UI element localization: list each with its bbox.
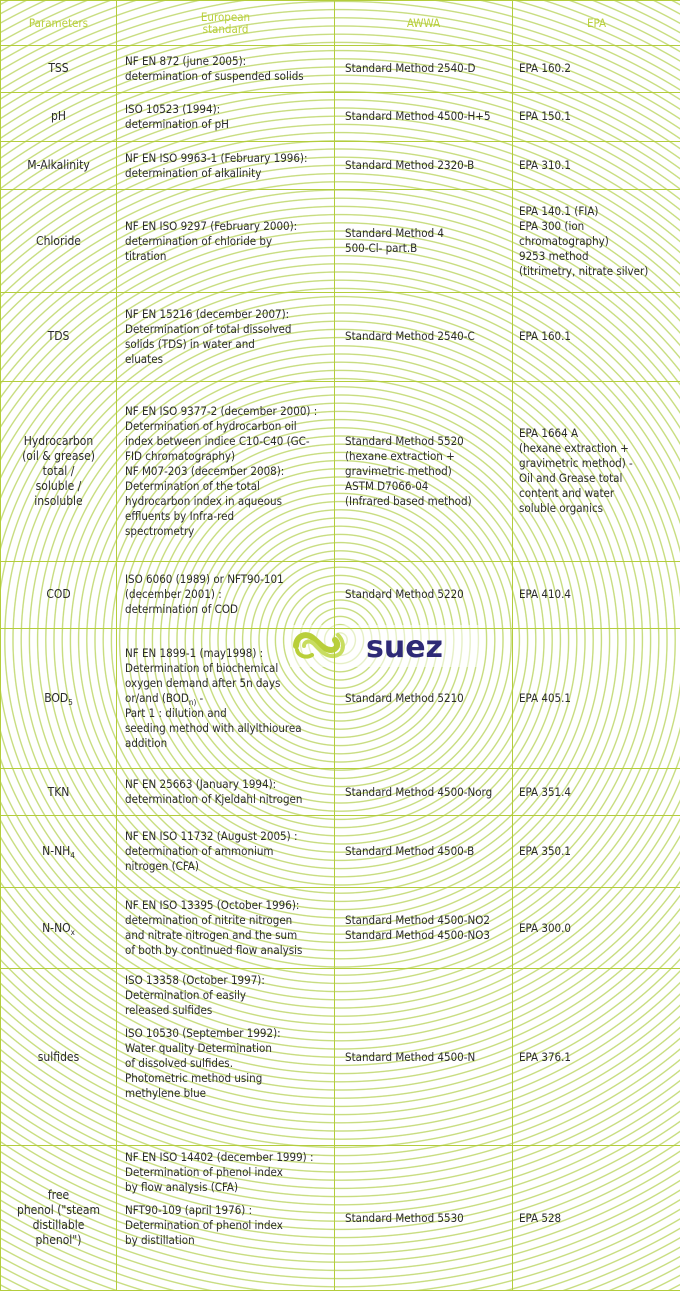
- svg-text:suez: suez: [366, 630, 444, 665]
- cell-line: Determination of easily: [125, 988, 246, 1003]
- cell-line: released sulfides: [125, 1003, 213, 1018]
- cell-line: ISO 10523 (1994):: [125, 101, 221, 116]
- european-standard-cell: [117, 969, 335, 1146]
- european-standard-cell: [117, 1146, 335, 1291]
- cell-line: solids (TDS) in water and: [125, 336, 255, 351]
- table-row: [1, 888, 680, 969]
- cell-line: Standard Method 4: [345, 226, 445, 241]
- cell-line: gravimetric method) -: [519, 456, 633, 471]
- epa-cell: [513, 190, 680, 293]
- cell-line: Water quality Determination: [125, 1041, 272, 1056]
- cell-line: Standard Method 2320-B: [345, 158, 475, 172]
- cell-line: Standard Method 5530: [345, 1210, 464, 1225]
- parameter-cell: [1, 815, 117, 887]
- cell-line: Standard Method 4500-N: [345, 1049, 476, 1064]
- cell-line: NFT90-109 (april 1976) :: [125, 1203, 253, 1218]
- cell-line: EPA 310.1: [519, 158, 572, 172]
- cell-line: COD: [46, 587, 71, 602]
- cell-line: index between indice C10-C40 (GC-: [125, 433, 310, 448]
- epa-cell: [513, 561, 680, 628]
- cell-line: NF EN 1899-1 (may1998) :: [125, 645, 264, 660]
- cell-line: phenol"): [35, 1233, 82, 1248]
- cell-line: of dissolved sulfides.: [125, 1056, 233, 1071]
- cell-line: EPA 160.2: [519, 61, 572, 76]
- parameter-cell: [1, 141, 117, 190]
- cell-line: EPA 528: [519, 1210, 562, 1225]
- table-row: [1, 769, 680, 816]
- cell-line: oxygen demand after 5n days: [125, 675, 281, 690]
- parameter-cell: [1, 190, 117, 293]
- epa-cell: [513, 969, 680, 1146]
- cell-line: of both by continued flow analysis: [125, 943, 303, 958]
- parameter-cell: [1, 769, 117, 816]
- cell-line: effluents by Infra-red: [125, 508, 235, 523]
- parameter-cell: [1, 561, 117, 628]
- awwa-cell: [335, 141, 513, 190]
- cell-line: (titrimetry, nitrate silver): [519, 263, 649, 278]
- cell-line: determination of chloride by: [125, 233, 273, 248]
- cell-line: Part 1 : dilution and: [125, 705, 227, 720]
- european-standard-cell: [117, 293, 335, 381]
- cell-line: (hexane extraction +: [345, 448, 455, 463]
- cell-line: Determination of hydrocarbon oil: [125, 418, 297, 433]
- cell-line: or/and ($BOD_{n)}$ -: [125, 690, 204, 707]
- european-standard-cell: [117, 769, 335, 816]
- awwa-cell: [335, 888, 513, 969]
- table-row: [1, 815, 680, 887]
- cell-line: Standard Method 2540-D: [345, 61, 476, 76]
- european-standard-cell: [117, 46, 335, 93]
- cell-line: chromatography): [519, 233, 609, 248]
- awwa-cell: [335, 46, 513, 93]
- cell-line: content and water: [519, 486, 615, 501]
- cell-line: NF EN ISO 9297 (February 2000):: [125, 218, 298, 233]
- cell-line: determination of COD: [125, 602, 238, 617]
- cell-line: Standard Method 4500-NO2: [345, 913, 490, 928]
- header-epa: EPA: [513, 1, 680, 46]
- cell-line: Determination of phenol index: [125, 1218, 283, 1233]
- table-row: [1, 1146, 680, 1291]
- epa-cell: [513, 46, 680, 93]
- european-standard-cell: [117, 815, 335, 887]
- cell-line: $N-NO_x$: [42, 920, 75, 937]
- table-row: [1, 92, 680, 141]
- cell-line: soluble /: [35, 478, 82, 493]
- cell-line: $BOD_5$: [44, 690, 73, 707]
- cell-line: EPA 351.4: [519, 784, 572, 799]
- cell-line: Photometric method using: [125, 1071, 263, 1086]
- table-row: [1, 628, 680, 768]
- cell-line: FID chromatography): [125, 448, 236, 463]
- cell-line: ASTM D7066-04: [345, 478, 429, 493]
- cell-line: (Infrared based method): [345, 493, 472, 508]
- epa-cell: [513, 381, 680, 561]
- cell-line: M-Alkalinity: [27, 158, 90, 172]
- cell-line: hydrocarbon index in aqueous: [125, 493, 283, 508]
- cell-line: Determination of the total: [125, 478, 260, 493]
- cell-line: (hexane extraction +: [519, 441, 629, 456]
- cell-line: spectrometry: [125, 523, 195, 538]
- cell-line: Determination of total dissolved: [125, 321, 292, 336]
- cell-line: EPA 410.4: [519, 587, 572, 602]
- parameter-cell: [1, 92, 117, 141]
- cell-line: ISO 13358 (October 1997):: [125, 973, 265, 988]
- cell-line: determination of suspended solids: [125, 68, 304, 83]
- parameter-cell: [1, 381, 117, 561]
- awwa-cell: [335, 769, 513, 816]
- cell-line: EPA 140.1 (FIA): [519, 203, 599, 218]
- cell-line: ISO 6060 (1989) or NFT90-101: [125, 572, 284, 587]
- cell-line: Standard Method 5520: [345, 433, 464, 448]
- table-row: [1, 381, 680, 561]
- cell-line: determination of Kjeldahl nitrogen: [125, 792, 303, 807]
- cell-line: Standard Method 4500-NO3: [345, 928, 490, 943]
- awwa-cell: [335, 293, 513, 381]
- cell-line: phenol ("steam: [16, 1203, 101, 1218]
- table-row: [1, 561, 680, 628]
- cell-line: soluble organics: [519, 501, 604, 516]
- cell-line: EPA 405.1: [519, 690, 572, 705]
- cell-line: titration: [125, 248, 167, 263]
- cell-line: determination of nitrite nitrogen: [125, 913, 293, 928]
- awwa-cell: [335, 969, 513, 1146]
- cell-line: NF EN 872 (june 2005):: [125, 53, 247, 68]
- cell-line: gravimetric method): [345, 463, 452, 478]
- european-standard-cell: [117, 628, 335, 768]
- cell-line: NF EN 15216 (december 2007):: [125, 306, 290, 321]
- epa-cell: [513, 92, 680, 141]
- cell-line: 500-Cl- part.B: [345, 241, 418, 256]
- cell-line: determination of ammonium: [125, 844, 274, 858]
- cell-line: NF EN ISO 11732 (August 2005) :: [125, 829, 298, 843]
- cell-line: TDS: [47, 329, 70, 344]
- epa-cell: [513, 815, 680, 887]
- cell-line: eluates: [125, 351, 163, 366]
- european-standard-cell: [117, 888, 335, 969]
- cell-line: methylene blue: [125, 1086, 207, 1101]
- european-standard-cell: [117, 190, 335, 293]
- table-row: [1, 293, 680, 381]
- cell-line: Standard Method 5210: [345, 690, 464, 705]
- parameter-cell: [1, 46, 117, 93]
- cell-line: NF EN 25663 (January 1994):: [125, 777, 277, 792]
- european-standard-cell: [117, 141, 335, 190]
- header-european-standard: European standard: [117, 1, 335, 46]
- table-row: [1, 141, 680, 190]
- table-row: [1, 190, 680, 293]
- cell-line: Standard Method 5220: [345, 587, 464, 602]
- cell-line: free: [47, 1188, 70, 1203]
- cell-line: Standard Method 2540-C: [345, 329, 475, 344]
- cell-line: EPA 150.1: [519, 109, 572, 124]
- cell-line: Determination of biochemical: [125, 660, 279, 675]
- cell-line: pH: [51, 109, 66, 124]
- cell-line: Standard Method 4500-B: [345, 844, 475, 858]
- cell-line: 9253 method: [519, 248, 589, 263]
- cell-line: seeding method with allylthiourea: [125, 720, 302, 735]
- cell-line: EPA 300.0: [519, 920, 572, 935]
- european-standard-cell: [117, 92, 335, 141]
- parameter-cell: [1, 293, 117, 381]
- parameter-cell: [1, 888, 117, 969]
- epa-cell: [513, 888, 680, 969]
- cell-line: Determination of phenol index: [125, 1165, 283, 1180]
- cell-line: EPA 350.1: [519, 844, 572, 858]
- header-row: [1, 1, 680, 46]
- cell-line: NF EN ISO 13395 (October 1996):: [125, 898, 300, 913]
- epa-cell: [513, 769, 680, 816]
- epa-cell: [513, 628, 680, 768]
- table-row: [1, 969, 680, 1146]
- cell-line: (december 2001) :: [125, 587, 222, 602]
- cell-line: TKN: [47, 784, 70, 799]
- cell-line: insoluble: [34, 493, 83, 508]
- cell-line: Chloride: [36, 233, 81, 248]
- cell-line: TSS: [48, 61, 69, 76]
- cell-line: EPA 1664 A: [519, 426, 579, 441]
- cell-line: by flow analysis (CFA): [125, 1180, 239, 1195]
- awwa-cell: [335, 628, 513, 768]
- awwa-cell: [335, 815, 513, 887]
- cell-line: Hydrocarbon: [23, 433, 94, 448]
- header-parameters: Parameters: [1, 1, 117, 46]
- cell-line: EPA 376.1: [519, 1049, 572, 1064]
- table-row: [1, 46, 680, 93]
- cell-line: NF EN ISO 9963-1 (February 1996):: [125, 150, 308, 165]
- cell-line: EPA 160.1: [519, 329, 572, 344]
- cell-line: determination of pH: [125, 116, 229, 131]
- cell-line: EPA 300 (ion: [519, 218, 585, 233]
- epa-cell: [513, 293, 680, 381]
- cell-line: Oil and Grease total: [519, 471, 623, 486]
- cell-line: Standard Method 4500-H+5: [345, 109, 491, 124]
- cell-line: total /: [42, 463, 75, 478]
- awwa-cell: [335, 561, 513, 628]
- parameter-cell: [1, 628, 117, 768]
- cell-line: NF EN ISO 9377-2 (december 2000) :: [125, 403, 318, 418]
- header-awwa: AWWA: [335, 1, 513, 46]
- epa-cell: [513, 141, 680, 190]
- cell-line: distillable: [32, 1218, 85, 1233]
- cell-line: Standard Method 4500-Norg: [345, 784, 493, 799]
- awwa-cell: [335, 1146, 513, 1291]
- awwa-cell: [335, 92, 513, 141]
- cell-line: addition: [125, 735, 168, 750]
- european-standard-cell: [117, 561, 335, 628]
- cell-line: $N-NH_4$: [42, 844, 75, 860]
- european-standard-cell: [117, 381, 335, 561]
- parameter-cell: [1, 1146, 117, 1291]
- cell-line: and nitrate nitrogen and the sum: [125, 928, 298, 943]
- awwa-cell: [335, 190, 513, 293]
- cell-line: NF M07-203 (december 2008):: [125, 463, 285, 478]
- epa-cell: [513, 1146, 680, 1291]
- cell-line: determination of alkalinity: [125, 165, 262, 180]
- parameter-cell: [1, 969, 117, 1146]
- cell-line: (oil & grease): [22, 448, 95, 463]
- cell-line: sulfides: [37, 1049, 80, 1064]
- cell-line: nitrogen (CFA): [125, 859, 199, 873]
- cell-line: NF EN ISO 14402 (december 1999) :: [125, 1150, 314, 1165]
- cell-line: ISO 10530 (September 1992):: [125, 1026, 281, 1041]
- awwa-cell: [335, 381, 513, 561]
- cell-line: by distillation: [125, 1233, 195, 1248]
